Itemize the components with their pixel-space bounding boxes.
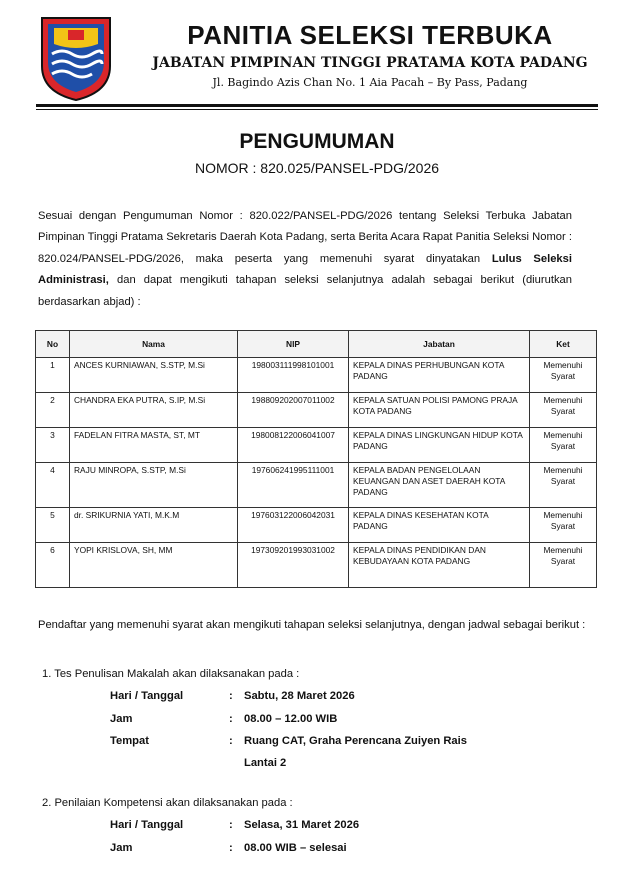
cell-jabatan: KEPALA DINAS PERHUBUNGAN KOTA PADANG xyxy=(349,358,530,393)
header-nip: NIP xyxy=(238,331,349,358)
schedule-item-1-label: 1. Tes Penulisan Makalah akan dilaksanakan pada : xyxy=(42,668,300,680)
header-rule-thin xyxy=(36,109,598,110)
cell-nip: 197606241995111001 xyxy=(238,463,349,508)
cell-jabatan: KEPALA DINAS PENDIDIKAN DAN KEBUDAYAAN KOTA PADANG xyxy=(349,543,530,588)
cell-nama: RAJU MINROPA, S.STP, M.Si xyxy=(70,463,238,508)
intro-paragraph xyxy=(38,206,572,313)
header-jabatan: Jabatan xyxy=(349,331,530,358)
schedule-intro: Pendaftar yang memenuhi syarat akan mengikuti tahapan seleksi selanjutnya, dengan jadwal sebagai berikut : xyxy=(38,619,586,631)
header-no: No xyxy=(36,331,70,358)
cell-nama: ANCES KURNIAWAN, S.STP, M.Si xyxy=(70,358,238,393)
item1-hari-label: Hari / Tanggal xyxy=(110,690,184,702)
header-nama: Nama xyxy=(70,331,238,358)
table-row xyxy=(36,463,597,508)
schedule-item-2-label: 2. Penilaian Kompetensi akan dilaksanakan pada : xyxy=(42,797,293,809)
item1-jam-label: Jam xyxy=(110,713,133,725)
committee-address: Jl. Bagindo Azis Chan No. 1 Aia Pacah – By Pass, Padang xyxy=(212,76,528,89)
candidates-table xyxy=(35,330,597,588)
cell-nama: YOPI KRISLOVA, SH, MM xyxy=(70,543,238,588)
cell-nip: 197603122006042031 xyxy=(238,508,349,543)
header-ket: Ket xyxy=(530,331,597,358)
item1-tempat-colon: : xyxy=(229,735,233,747)
cell-ket: Memenuhi Syarat xyxy=(530,463,597,508)
intro-text-1: Sesuai dengan Pengumuman Nomor : 820.022/PANSEL-PDG/2026 tentang Seleksi Terbuka Jabatan Pimpinan Tinggi Pratama Sekretaris Daerah Kota Padang, serta Berita Acara Rapat Panitia Seleksi Nomor : 820.024/PANSEL-PDG/2026, maka peserta yang memenuhi syarat dinyatakan xyxy=(38,210,572,265)
cell-no: 1 xyxy=(36,358,70,393)
item1-jam-value: 08.00 – 12.00 WIB xyxy=(244,713,338,725)
item2-hari-label: Hari / Tanggal xyxy=(110,819,184,831)
item1-jam-colon: : xyxy=(229,713,233,725)
cell-jabatan: KEPALA DINAS KESEHATAN KOTA PADANG xyxy=(349,508,530,543)
cell-jabatan: KEPALA BADAN PENGELOLAAN KEUANGAN DAN ASET DAERAH KOTA PADANG xyxy=(349,463,530,508)
cell-nama: dr. SRIKURNIA YATI, M.K.M xyxy=(70,508,238,543)
announcement-title: PENGUMUMAN xyxy=(239,130,395,153)
header-rule-thick xyxy=(36,104,598,107)
item1-tempat-label: Tempat xyxy=(110,735,149,747)
cell-nip: 198003111998101001 xyxy=(238,358,349,393)
cell-ket: Memenuhi Syarat xyxy=(530,508,597,543)
table-row xyxy=(36,508,597,543)
cell-nama: CHANDRA EKA PUTRA, S.IP, M.Si xyxy=(70,393,238,428)
cell-ket: Memenuhi Syarat xyxy=(530,358,597,393)
cell-no: 3 xyxy=(36,428,70,463)
table-row xyxy=(36,543,597,588)
item1-tempat-value-line2: Lantai 2 xyxy=(244,757,287,769)
item2-jam-label: Jam xyxy=(110,842,133,854)
cell-no: 2 xyxy=(36,393,70,428)
cell-jabatan: KEPALA SATUAN POLISI PAMONG PRAJA KOTA PADANG xyxy=(349,393,530,428)
item2-jam-value: 08.00 WIB – selesai xyxy=(244,842,347,854)
item1-tempat-value-line1: Ruang CAT, Graha Perencana Zuiyen Rais xyxy=(244,735,467,747)
cell-ket: Memenuhi Syarat xyxy=(530,393,597,428)
item1-hari-colon: : xyxy=(229,690,233,702)
padang-city-emblem xyxy=(38,14,114,102)
cell-no: 5 xyxy=(36,508,70,543)
cell-no: 6 xyxy=(36,543,70,588)
announcement-number: NOMOR : 820.025/PANSEL-PDG/2026 xyxy=(194,160,440,176)
committee-subtitle: JABATAN PIMPINAN TINGGI PRATAMA KOTA PADANG xyxy=(152,55,588,71)
table-row xyxy=(36,428,597,463)
table-header-row xyxy=(36,331,597,358)
intro-bold-text: Lulus Seleksi Administrasi, xyxy=(38,252,572,287)
item1-hari-value: Sabtu, 28 Maret 2026 xyxy=(244,690,355,702)
cell-nip: 197309201993031002 xyxy=(238,543,349,588)
table-row xyxy=(36,393,597,428)
item2-hari-value: Selasa, 31 Maret 2026 xyxy=(244,819,360,831)
intro-text-2: dan dapat mengikuti tahapan seleksi selanjutnya adalah sebagai berikut (diurutkan berdasarkan abjad) : xyxy=(38,274,572,308)
cell-nama: FADELAN FITRA MASTA, ST, MT xyxy=(70,428,238,463)
item2-hari-colon: : xyxy=(229,819,233,831)
cell-no: 4 xyxy=(36,463,70,508)
cell-nip: 198008122006041007 xyxy=(238,428,349,463)
cell-nip: 198809202007011002 xyxy=(238,393,349,428)
cell-ket: Memenuhi Syarat xyxy=(530,428,597,463)
cell-jabatan: KEPALA DINAS LINGKUNGAN HIDUP KOTA PADANG xyxy=(349,428,530,463)
cell-ket: Memenuhi Syarat xyxy=(530,543,597,588)
table-row xyxy=(36,358,597,393)
committee-title: PANITIA SELEKSI TERBUKA xyxy=(187,20,553,50)
item2-jam-colon: : xyxy=(229,842,233,854)
